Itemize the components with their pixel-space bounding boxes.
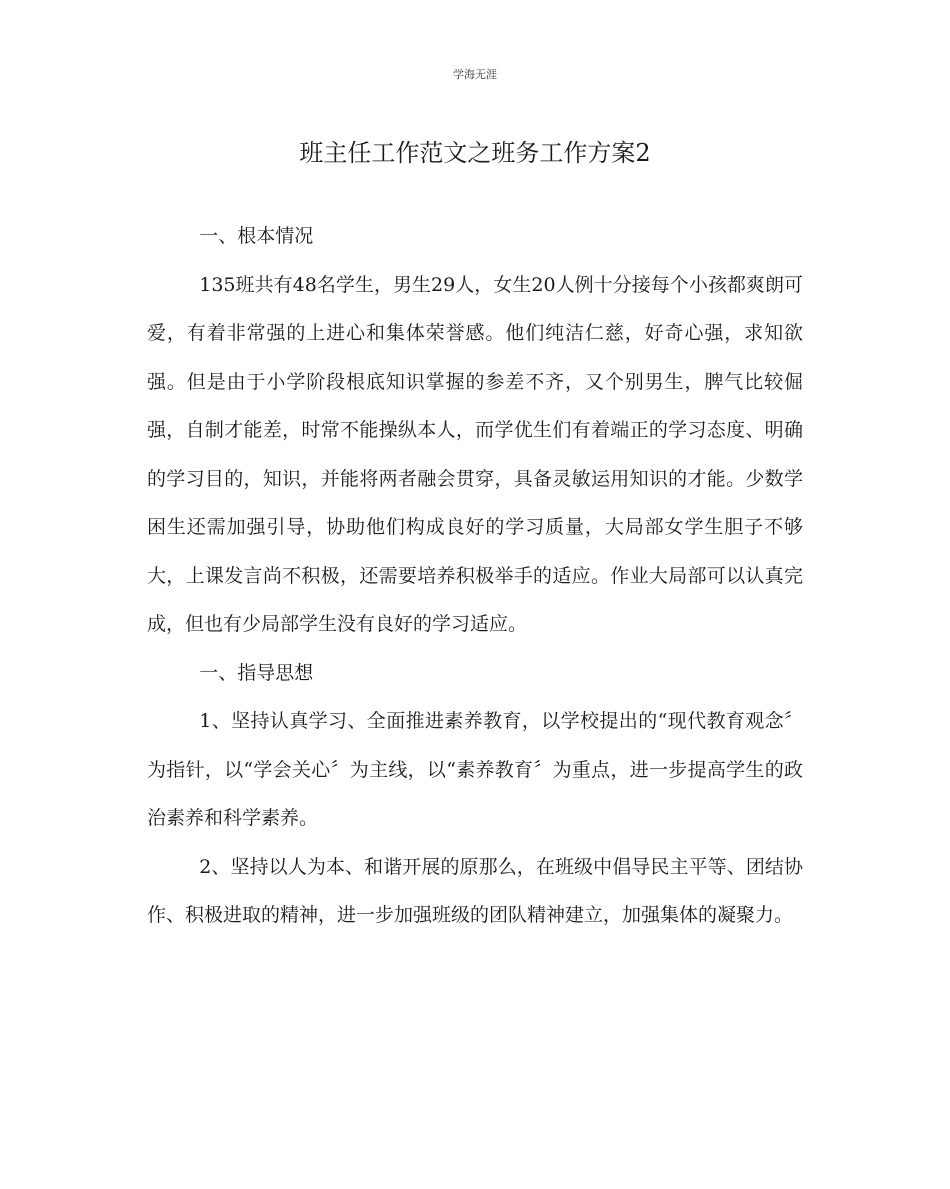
- document-title: 班主任工作范文之班务工作方案2: [299, 139, 651, 167]
- section-heading: 一、指导思想: [199, 661, 314, 684]
- document-body: [147, 212, 803, 940]
- paragraph: 1、坚持认真学习、全面推进素养教育，以学校提出的“现代教育观念〞为指针，以“学会关心〞为主线，以“素养教育〞为重点，进一步提高学生的政治素养和科学素养。: [147, 710, 803, 829]
- page-header: 学海无涯: [453, 68, 497, 81]
- section-heading: 一、根本情况: [199, 225, 314, 247]
- paragraph: 135班共有48名学生，男生29人，女生20人例十分接每个小孩都爽朗可爱，有着非常强的上进心和集体荣誉感。他们纯洁仁慈，好奇心强，求知欲强。但是由于小学阶段根底知识掌握的参差不齐，又个别男生，脾气比较倔强，自制才能差，时常不能操纵本人，而学优生们有着端正的学习态度、明确的学习目的，知识，并能将两者融会贯穿，具备灵敏运用知识的才能。少数学困生还需加强引导，协助他们构成良好的学习质量，大局部女学生胆子不够大，上课发言尚不积极，还需要培养积极举手的适应。作业大局部可以认真完成，但也有少局部学生没有良好的学习适应。: [147, 273, 803, 635]
- paragraph: 2、坚持以人为本、和谐开展的原那么，在班级中倡导民主平等、团结协作、积极进取的精神，进一步加强班级的团队精神建立，加强集体的凝聚力。: [147, 855, 803, 926]
